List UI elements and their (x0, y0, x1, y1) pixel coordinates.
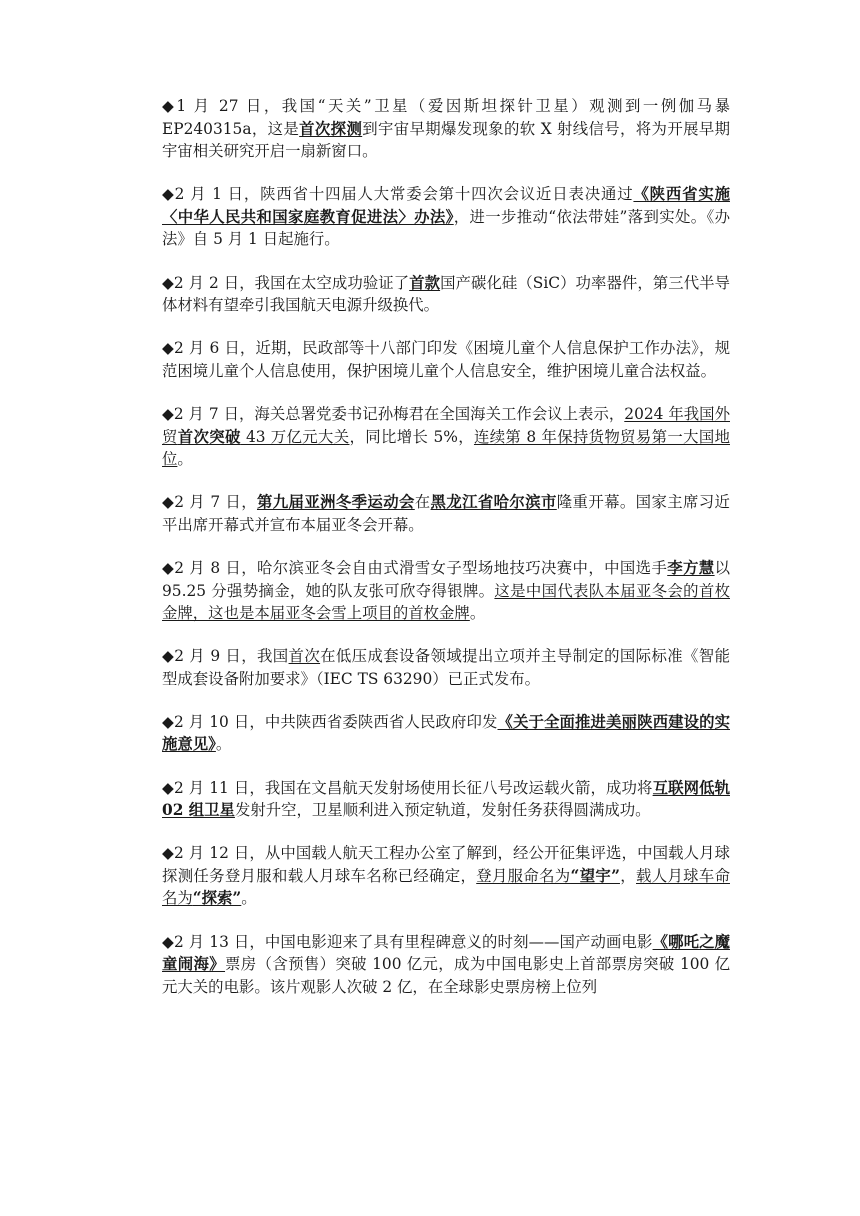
highlighted-text: 李方慧 (667, 558, 715, 577)
entry-text: ，同比增长 5%， (349, 427, 474, 446)
highlighted-text: 《陕西省实施〈中华人民共和国家庭教育促进法〉办法》 (162, 185, 730, 226)
entry-text: 在 (414, 493, 431, 512)
entry-text: ◆2 月 1 日，陕西省十四届人大常委会第十四次会议近日表决通过 (162, 185, 634, 204)
highlighted-text: 43 万亿元大关 (240, 427, 350, 446)
highlighted-text: 载人月球车命名为 (162, 866, 730, 908)
news-entry (162, 183, 730, 251)
highlighted-text: 2024 年我国外贸 (162, 404, 730, 446)
entry-text: 票房（含预售）突破 100 亿元，成为中国电影史上首部票房突破 100 亿元大关的电影。该片观影人次破 2 亿，在全球影史票房榜上位列 (162, 955, 730, 996)
entry-text: 国产碳化硅（SiC）功率器件，第三代半导体材料有望牵引我国航天电源升级换代。 (162, 273, 730, 315)
entry-text: 。 (215, 735, 232, 754)
highlighted-text: 黑龙江省哈尔滨市 (430, 493, 557, 512)
news-entry (162, 777, 730, 822)
entry-text: ， (619, 866, 637, 885)
entry-text: ◆2 月 7 日，海关总署党委书记孙梅君在全国海关工作会议上表示， (162, 404, 625, 423)
news-entry (162, 491, 730, 536)
highlighted-text: “望宇” (570, 866, 620, 885)
highlighted-text: 《哪吒之魔童闹海》 (162, 932, 730, 974)
entry-text: 发射升空，卫星顺利进入预定轨道，发射任务获得圆满成功。 (234, 801, 651, 820)
highlighted-text: “探索” (192, 889, 242, 908)
entry-text: ◆2 月 11 日，我国在文昌航天发射场使用长征八号改运载火箭，成功将 (162, 778, 653, 797)
entry-text: 以 95.25 分强势摘金，她的队友张可欣夺得银牌。 (162, 558, 730, 600)
highlighted-text: 第九届亚洲冬季运动会 (256, 493, 415, 512)
entry-text: ，进一步推动“依法带娃”落到实处。《办法》自 5 月 1 日起施行。 (162, 207, 730, 249)
highlighted-text: 登月服命名为 (476, 866, 571, 885)
news-entry (162, 842, 730, 910)
entry-text: 在低压成套设备领域提出立项并主导制定的国际标准《智能型成套设备附加要求》（IEC TS 63290）已正式发布。 (162, 647, 730, 688)
entry-text: ◆2 月 13 日，中国电影迎来了具有里程碑意义的时刻——国产动画电影 (162, 932, 653, 951)
entry-text: 隆重开幕。国家主席习近平出席开幕式并宣布本届亚冬会开幕。 (162, 493, 730, 534)
highlighted-text: 连续第 8 年保持货物贸易第一大国地位 (162, 427, 730, 469)
highlighted-text: 互联网低轨 02 组卫星 (162, 778, 730, 820)
entry-text: 。 (241, 889, 257, 908)
highlighted-text: 首款 (409, 273, 441, 292)
entry-text: ◆2 月 7 日， (162, 493, 257, 512)
news-entry (162, 337, 730, 382)
news-entry (162, 272, 730, 317)
entry-text: ◆2 月 6 日，近期，民政部等十八部门印发《困境儿童个人信息保护工作办法》，规范困境儿童个人信息使用，保护困境儿童个人信息安全，维护困境儿童合法权益。 (162, 339, 730, 380)
news-entry (162, 403, 730, 471)
highlighted-text: 首次 (288, 647, 321, 666)
entry-text: ◆2 月 2 日，我国在太空成功验证了 (162, 273, 410, 292)
news-entry (162, 931, 730, 999)
entry-text: ◆2 月 9 日，我国 (162, 647, 289, 666)
highlighted-text: 这是中国代表队本届亚冬会的首枚金牌，这也是本届亚冬会雪上项目的首枚金牌 (162, 581, 730, 623)
entry-text: ◆2 月 12 日，从中国载人航天工程办公室了解到，经公开征集评选，中国载人月球探测任务登月服和载人月球车名称已经确定， (162, 844, 730, 885)
news-entry (162, 557, 730, 625)
entry-text: 。 (177, 450, 193, 469)
highlighted-text: 首次探测 (299, 119, 363, 138)
news-entry (162, 711, 730, 756)
entry-text: ◆2 月 8 日，哈尔滨亚冬会自由式滑雪女子型场地技巧决赛中，中国选手 (162, 558, 668, 577)
news-entry (162, 645, 730, 690)
entry-text: 。 (469, 604, 486, 623)
highlighted-text: 首次突破 (177, 427, 241, 446)
entry-text: ◆1 月 27 日，我国“天关”卫星（爱因斯坦探针卫星）观测到一例伽马暴 EP240315a，这是 (162, 97, 730, 138)
entry-text: 到宇宙早期爆发现象的软 X 射线信号，将为开展早期宇宙相关研究开启一扇新窗口。 (162, 119, 730, 161)
news-entry (162, 95, 730, 163)
entry-text: ◆2 月 10 日，中共陕西省委陕西省人民政府印发 (162, 712, 498, 731)
news-document (162, 95, 730, 1019)
highlighted-text: 《关于全面推进美丽陕西建设的实施意见》 (162, 712, 730, 754)
